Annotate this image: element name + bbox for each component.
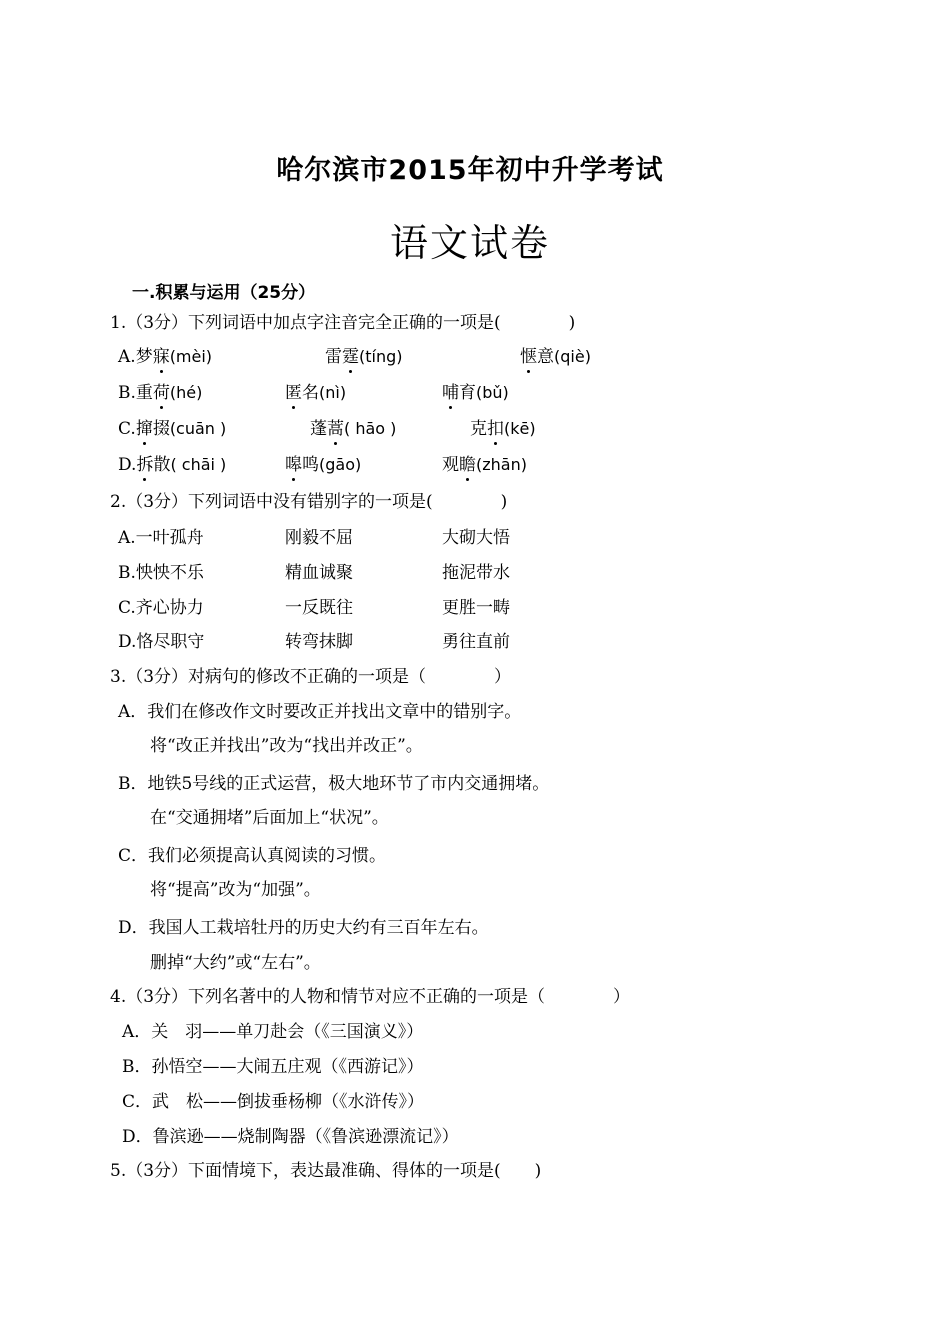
pinyin: (qiè) xyxy=(554,347,591,366)
question-5-stem: 5.（3分）下面情境下，表达最准确、得体的一项是( ) xyxy=(110,1161,542,1181)
emphasis-character: 撺 xyxy=(135,419,153,439)
option-text: B.重荷(hé) xyxy=(118,383,203,403)
pinyin: (mèi) xyxy=(169,347,213,366)
option-label: C. xyxy=(118,419,136,439)
option-text: 嗥鸣(gāo) xyxy=(285,455,362,475)
question-2-stem: 2.（3分）下列词语中没有错别字的一项是( ) xyxy=(110,492,508,512)
option-text: D.拆散( chāi ) xyxy=(118,455,227,475)
option-sentence: D．我国人工栽培牡丹的历史大约有三百年左右。 xyxy=(118,918,489,938)
pinyin: (tíng) xyxy=(359,347,403,366)
emphasis-character: 寐 xyxy=(152,347,170,367)
option-text: D.恪尽职守 xyxy=(118,632,205,652)
emphasis-character: 霆 xyxy=(342,347,359,367)
pinyin: (kē) xyxy=(504,419,536,438)
option-text: C．武 松——倒拔垂杨柳（《水浒传》） xyxy=(122,1092,425,1112)
pinyin: ( hāo ) xyxy=(344,419,397,438)
option-sentence: A．我们在修改作文时要改正并找出文章中的错别字。 xyxy=(118,702,522,722)
option-text: 拖泥带水 xyxy=(442,563,510,583)
question-1-stem: 1.（3分）下列词语中加点字注音完全正确的一项是( ) xyxy=(110,313,576,333)
emphasis-character: 扣 xyxy=(487,419,504,439)
emphasis-character: 荷 xyxy=(152,383,170,403)
section-heading: 一.积累与运用（25分） xyxy=(132,283,316,303)
exam-subtitle: 语文试卷 xyxy=(389,221,550,265)
option-text: 克扣(kē) xyxy=(470,419,536,439)
pinyin: (hé) xyxy=(169,383,203,402)
emphasis-character: 蒿 xyxy=(327,419,344,439)
option-text: C.撺掇(cuān ) xyxy=(118,419,227,439)
emphasis-character: 瞻 xyxy=(459,455,476,475)
option-text: 大砌大悟 xyxy=(442,528,510,548)
pinyin: (nì) xyxy=(319,383,347,402)
option-text: 更胜一畴 xyxy=(442,598,510,618)
option-text: 蓬蒿( hāo ) xyxy=(310,419,397,439)
option-label: A. xyxy=(118,347,136,367)
option-text: 刚毅不屈 xyxy=(285,528,353,548)
option-text: 一反既往 xyxy=(285,598,353,618)
option-text: B．孙悟空——大闹五庄观（《西游记》） xyxy=(122,1057,424,1077)
emphasis-character: 拆 xyxy=(136,455,154,475)
option-text: A.一叶孤舟 xyxy=(118,528,204,548)
pinyin: (cuān ) xyxy=(169,419,227,438)
option-revision: 将“提高”改为“加强”。 xyxy=(150,880,321,900)
option-text: 哺育(bǔ) xyxy=(442,383,509,403)
option-text: B.怏怏不乐 xyxy=(118,563,204,583)
option-text: 雷霆(tíng) xyxy=(325,347,403,367)
option-revision: 删掉“大约”或“左右”。 xyxy=(150,953,321,973)
pinyin: ( chāi ) xyxy=(170,455,227,474)
option-text: 精血诚聚 xyxy=(285,563,353,583)
option-text: 匿名(nì) xyxy=(285,383,347,403)
pinyin: (gāo) xyxy=(319,455,362,474)
option-label: D. xyxy=(118,455,137,475)
option-sentence: B．地铁5号线的正式运营，极大地环节了市内交通拥堵。 xyxy=(118,774,550,794)
option-label: B. xyxy=(118,383,136,403)
question-3-stem: 3.（3分）对病句的修改不正确的一项是（ ） xyxy=(110,667,512,687)
emphasis-character: 惬 xyxy=(520,347,537,367)
option-text: A．关 羽——单刀赴会（《三国演义》） xyxy=(122,1022,424,1042)
option-revision: 将“改正并找出”改为“找出并改正”。 xyxy=(150,736,423,756)
option-text: D．鲁滨逊——烧制陶器（《鲁滨逊漂流记》） xyxy=(122,1127,459,1147)
option-text: 转弯抹脚 xyxy=(285,632,353,652)
option-text: C.齐心协力 xyxy=(118,598,204,618)
option-sentence: C．我们必须提高认真阅读的习惯。 xyxy=(118,846,387,866)
option-text: 勇往直前 xyxy=(442,632,510,652)
emphasis-character: 嗥 xyxy=(285,455,302,475)
option-text: 惬意(qiè) xyxy=(520,347,591,367)
option-text: 观瞻(zhān) xyxy=(442,455,527,475)
pinyin: (zhān) xyxy=(476,455,527,474)
option-revision: 在“交通拥堵”后面加上“状况”。 xyxy=(150,808,389,828)
emphasis-character: 哺 xyxy=(442,383,459,403)
emphasis-character: 匿 xyxy=(285,383,302,403)
exam-title: 哈尔滨市2015年初中升学考试 xyxy=(276,155,664,186)
pinyin: (bǔ) xyxy=(476,383,509,402)
question-4-stem: 4.（3分）下列名著中的人物和情节对应不正确的一项是（ ） xyxy=(110,987,631,1007)
option-text: A.梦寐(mèi) xyxy=(118,347,213,367)
